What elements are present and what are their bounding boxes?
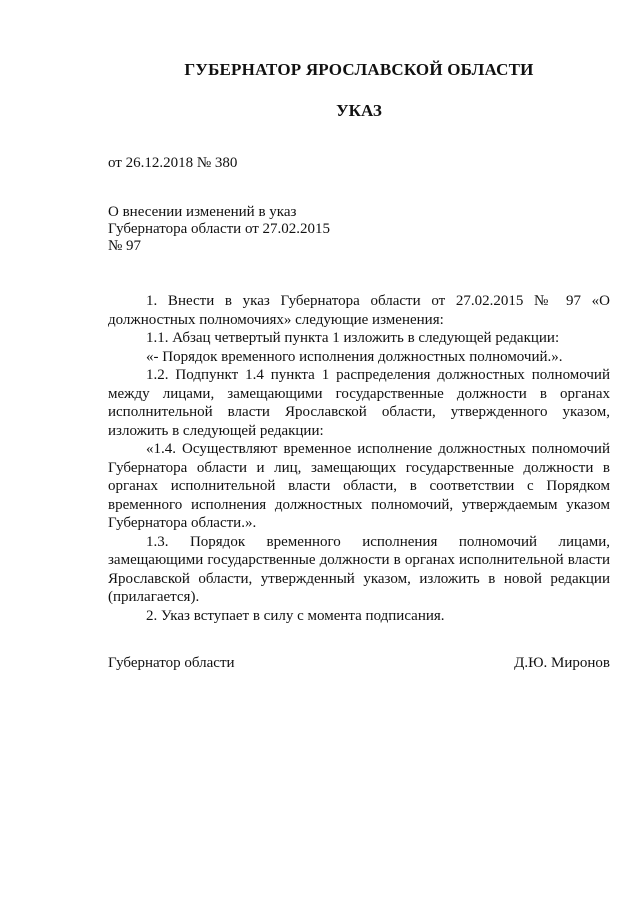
document-type: УКАЗ — [336, 101, 382, 120]
paragraph-2: 2. Указ вступает в силу с момента подписания. — [146, 607, 445, 624]
org-title: ГУБЕРНАТОР ЯРОСЛАВСКОЙ ОБЛАСТИ — [184, 60, 534, 79]
document-date-number: от 26.12.2018 № 380 — [108, 155, 238, 171]
signature-block — [108, 655, 610, 672]
document-body — [108, 292, 610, 625]
signatory-name: Д.Ю. Миронов — [514, 655, 610, 671]
paragraph-1-2-quote: «1.4. Осуществляют временное исполнение должностных полномочий Губернатора области и лиц, замещающих государственные должности в органах исполнительной власти области, в соответствии с Порядком временного исполнения должностных полномочий, утверждаемым указом Губернатора области.». — [108, 441, 610, 531]
document-subject — [108, 204, 330, 255]
subject-line: Губернатора области от 27.02.2015 — [108, 221, 331, 237]
paragraph-1-1-quote: «- Порядок временного исполнения должностных полномочий.». — [146, 348, 563, 365]
paragraph-1-2: 1.2. Подпункт 1.4 пункта 1 распределения должностных полномочий между лицами, замещающими государственные должности в органах исполнительной власти Ярославской области, утвержденного указом, изложить в следующей редакции: — [108, 367, 610, 439]
paragraph-1-3: 1.3. Порядок временного исполнения полномочий лицами, замещающими государственные должности в органах исполнительной власти Ярославской области, утвержденный указом, изложить в новой редакции (прилагается). — [108, 533, 610, 605]
paragraph-1: 1. Внести в указ Губернатора области от 27.02.2015 № 97 «О должностных полномочиях» следующие изменения: — [108, 293, 610, 328]
subject-line: О внесении изменений в указ — [108, 204, 297, 220]
paragraph-1-1: 1.1. Абзац четвертый пункта 1 изложить в следующей редакции: — [146, 330, 560, 346]
signatory-position: Губернатор области — [108, 655, 235, 671]
subject-line: № 97 — [108, 238, 142, 254]
